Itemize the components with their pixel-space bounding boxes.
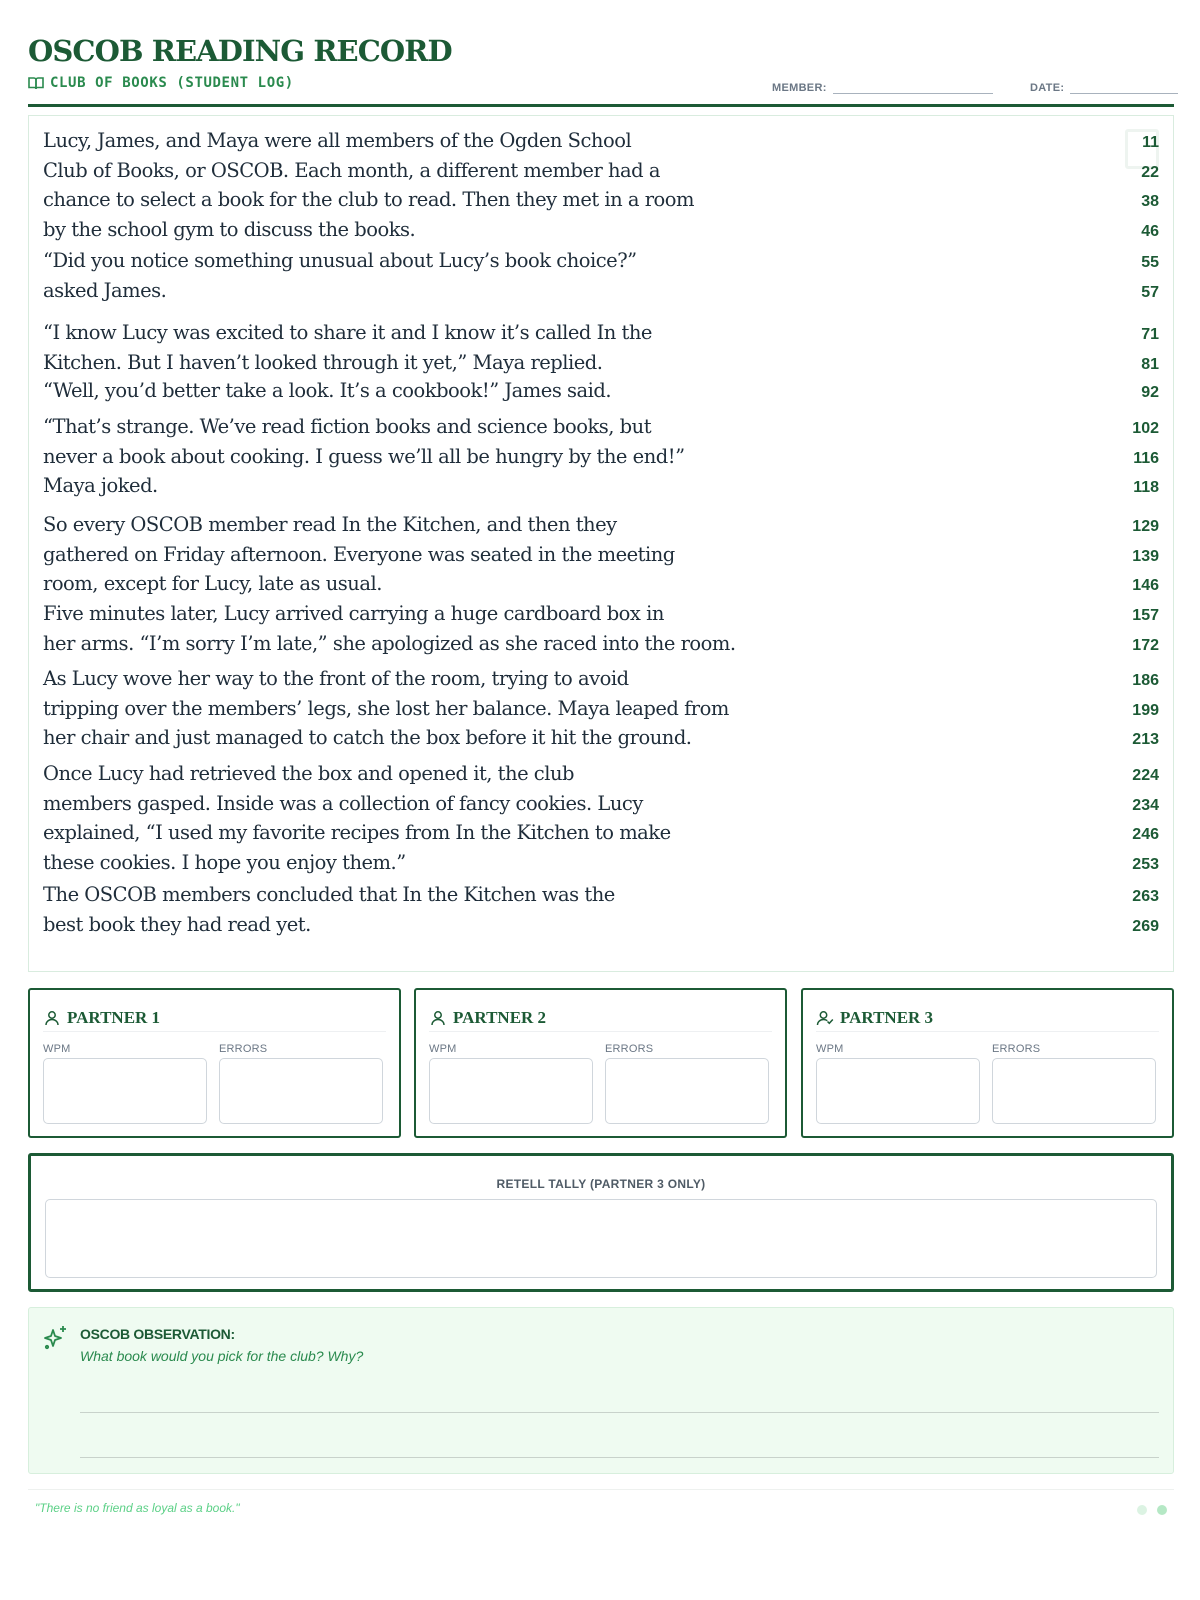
word-count: 213 bbox=[1132, 731, 1159, 748]
line-text: these cookies. I hope you enjoy them.” bbox=[43, 850, 406, 874]
passage-paragraph bbox=[43, 376, 1159, 406]
word-count: 157 bbox=[1132, 607, 1159, 624]
passage-line bbox=[43, 185, 1159, 215]
user-check-icon bbox=[816, 1009, 834, 1027]
passage-paragraph bbox=[43, 599, 1159, 658]
passage-line bbox=[43, 442, 1159, 472]
reading-passage bbox=[28, 115, 1174, 972]
user-icon bbox=[429, 1009, 447, 1027]
word-count: 22 bbox=[1141, 163, 1159, 181]
passage-paragraph bbox=[43, 412, 1159, 501]
wpm-input[interactable] bbox=[429, 1058, 593, 1124]
passage-paragraph bbox=[43, 126, 1159, 244]
line-text: As Lucy wove her way to the front of the room, trying to avoid bbox=[43, 667, 629, 690]
line-text: her chair and just managed to catch the box before it hit the ground. bbox=[43, 726, 692, 749]
member-input-line[interactable] bbox=[833, 80, 993, 94]
line-text: room, except for Lucy, late as usual. bbox=[43, 572, 382, 595]
line-text: Kitchen. But I haven’t looked through it yet,” Maya replied. bbox=[43, 350, 603, 374]
errors-input[interactable] bbox=[219, 1058, 383, 1124]
word-count: 199 bbox=[1132, 701, 1159, 719]
observation-prompt: What book would you pick for the club? Why? bbox=[80, 1348, 364, 1364]
line-text: Maya joked. bbox=[43, 474, 158, 497]
observation-title: OSCOB OBSERVATION: bbox=[80, 1326, 235, 1342]
answer-line-1[interactable] bbox=[80, 1412, 1159, 1413]
passage-line bbox=[43, 759, 1159, 789]
subtitle bbox=[28, 75, 294, 91]
passage-paragraph bbox=[43, 880, 1159, 939]
passage-line bbox=[43, 510, 1159, 540]
wpm-label: WPM bbox=[816, 1043, 844, 1055]
word-count: 102 bbox=[1132, 420, 1159, 437]
passage-paragraph bbox=[43, 510, 1159, 599]
passage-line bbox=[43, 126, 1159, 156]
line-text: gathered on Friday afternoon. Everyone was seated in the meeting bbox=[43, 542, 675, 566]
passage-line bbox=[43, 471, 1159, 501]
partner-name: PARTNER 2 bbox=[453, 1007, 547, 1027]
retell-input[interactable] bbox=[45, 1199, 1157, 1278]
partner-header bbox=[429, 1004, 772, 1032]
passage-line bbox=[43, 348, 1159, 378]
partner-header bbox=[43, 1004, 386, 1032]
word-count: 269 bbox=[1132, 917, 1159, 935]
word-count: 46 bbox=[1141, 222, 1159, 240]
page-title: OSCOB READING RECORD bbox=[28, 34, 452, 68]
word-count: 146 bbox=[1132, 577, 1159, 594]
passage-line bbox=[43, 694, 1159, 724]
line-text: chance to select a book for the club to read. Then they met in a room bbox=[43, 188, 695, 211]
line-text: Five minutes later, Lucy arrived carrying a huge cardboard box in bbox=[43, 602, 664, 625]
footer-quote: "There is no friend as loyal as a book." bbox=[35, 1501, 240, 1515]
footer bbox=[28, 1489, 1174, 1529]
observation-panel bbox=[28, 1307, 1174, 1474]
sparkle-icon bbox=[43, 1324, 69, 1350]
word-count: 55 bbox=[1141, 254, 1159, 271]
wpm-label: WPM bbox=[429, 1043, 457, 1055]
passage-paragraph bbox=[43, 759, 1159, 877]
passage-line bbox=[43, 276, 1159, 306]
word-count: 263 bbox=[1132, 888, 1159, 905]
line-text: “I know Lucy was excited to share it and I know it’s called In the bbox=[43, 321, 652, 344]
decorative-dot bbox=[1157, 1505, 1167, 1515]
word-count: 81 bbox=[1141, 355, 1159, 373]
word-count: 71 bbox=[1141, 326, 1159, 343]
line-text: The OSCOB members concluded that In the Kitchen was the bbox=[43, 883, 615, 906]
partner-header bbox=[816, 1004, 1159, 1032]
reading-record-page bbox=[28, 0, 1174, 1515]
partner-scores bbox=[28, 988, 1174, 1138]
answer-line-2[interactable] bbox=[80, 1457, 1159, 1458]
partner-card-2 bbox=[414, 988, 787, 1138]
word-count: 234 bbox=[1132, 796, 1159, 814]
book-open-icon bbox=[28, 76, 44, 90]
errors-label: ERRORS bbox=[605, 1043, 654, 1055]
passage-paragraph bbox=[43, 318, 1159, 377]
user-icon bbox=[43, 1009, 61, 1027]
word-count: 129 bbox=[1132, 518, 1159, 535]
partner-name: PARTNER 1 bbox=[67, 1007, 161, 1027]
line-text: asked James. bbox=[43, 278, 167, 302]
line-text: best book they had read yet. bbox=[43, 912, 311, 936]
line-text: members gasped. Inside was a collection of fancy cookies. Lucy bbox=[43, 791, 643, 815]
line-text: by the school gym to discuss the books. bbox=[43, 217, 416, 241]
passage-line bbox=[43, 880, 1159, 910]
line-text: explained, “I used my favorite recipes from In the Kitchen to make bbox=[43, 821, 671, 844]
retell-tally bbox=[28, 1153, 1174, 1292]
errors-input[interactable] bbox=[605, 1058, 769, 1124]
passage-paragraph bbox=[43, 664, 1159, 753]
passage-line bbox=[43, 910, 1159, 940]
word-count: 139 bbox=[1132, 547, 1159, 565]
line-text: “Did you notice something unusual about Lucy’s book choice?” bbox=[43, 249, 637, 272]
passage-line bbox=[43, 246, 1159, 276]
line-text: “That’s strange. We’ve read fiction books and science books, but bbox=[43, 415, 652, 438]
word-count: 92 bbox=[1141, 384, 1159, 401]
date-field[interactable] bbox=[1030, 80, 1178, 94]
passage-line bbox=[43, 789, 1159, 819]
line-text: Once Lucy had retrieved the box and opened it, the club bbox=[43, 762, 575, 785]
date-label: DATE: bbox=[1030, 82, 1065, 94]
passage-line bbox=[43, 318, 1159, 348]
member-field[interactable] bbox=[772, 80, 993, 94]
member-label: MEMBER: bbox=[772, 82, 827, 94]
word-count: 11 bbox=[1142, 134, 1159, 151]
passage-line bbox=[43, 664, 1159, 694]
passage-line bbox=[43, 540, 1159, 570]
line-text: tripping over the members’ legs, she lost her balance. Maya leaped from bbox=[43, 696, 729, 720]
passage-line bbox=[43, 569, 1159, 599]
errors-label: ERRORS bbox=[992, 1043, 1041, 1055]
line-text: So every OSCOB member read In the Kitchen, and then they bbox=[43, 513, 617, 536]
passage-line bbox=[43, 818, 1159, 848]
word-count: 116 bbox=[1133, 449, 1159, 467]
word-count: 253 bbox=[1132, 855, 1159, 873]
retell-label: RETELL TALLY (PARTNER 3 ONLY) bbox=[496, 1177, 706, 1191]
partner-card-1 bbox=[28, 988, 401, 1138]
passage-line bbox=[43, 848, 1159, 878]
errors-input[interactable] bbox=[992, 1058, 1156, 1124]
date-input-line[interactable] bbox=[1070, 80, 1178, 94]
word-count: 172 bbox=[1132, 636, 1159, 654]
errors-label: ERRORS bbox=[219, 1043, 268, 1055]
line-text: Lucy, James, and Maya were all members of the Ogden School bbox=[43, 129, 632, 152]
wpm-input[interactable] bbox=[43, 1058, 207, 1124]
word-count: 224 bbox=[1132, 767, 1159, 784]
passage-line bbox=[43, 412, 1159, 442]
passage-paragraph bbox=[43, 246, 1159, 305]
passage-line bbox=[43, 723, 1159, 753]
line-text: her arms. “I’m sorry I’m late,” she apologized as she raced into the room. bbox=[43, 631, 736, 655]
passage-line bbox=[43, 599, 1159, 629]
passage-line bbox=[43, 215, 1159, 245]
word-count: 118 bbox=[1133, 479, 1159, 496]
passage-line bbox=[43, 629, 1159, 659]
decorative-dot bbox=[1137, 1505, 1147, 1515]
partner-name: PARTNER 3 bbox=[840, 1007, 934, 1027]
passage-line bbox=[43, 156, 1159, 186]
subtitle-text: CLUB OF BOOKS (STUDENT LOG) bbox=[50, 75, 294, 91]
wpm-label: WPM bbox=[43, 1043, 71, 1055]
word-count: 186 bbox=[1132, 672, 1159, 689]
passage-line bbox=[43, 376, 1159, 406]
line-text: Club of Books, or OSCOB. Each month, a different member had a bbox=[43, 158, 660, 182]
line-text: “Well, you’d better take a look. It’s a cookbook!” James said. bbox=[43, 379, 612, 402]
partner-card-3 bbox=[801, 988, 1174, 1138]
line-text: never a book about cooking. I guess we’ll all be hungry by the end!” bbox=[43, 444, 685, 468]
word-count: 57 bbox=[1141, 283, 1159, 301]
word-count: 246 bbox=[1132, 826, 1159, 843]
word-count: 38 bbox=[1141, 193, 1159, 210]
header bbox=[28, 0, 1174, 107]
wpm-input[interactable] bbox=[816, 1058, 980, 1124]
